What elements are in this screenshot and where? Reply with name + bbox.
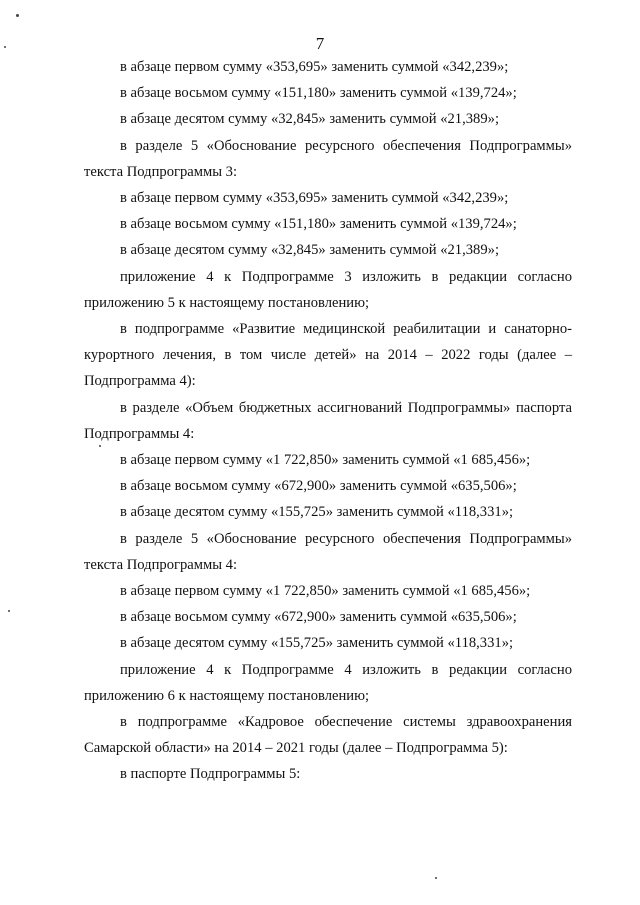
page-number: 7 bbox=[315, 34, 325, 53]
paragraph: в паспорте Подпрограммы 5: bbox=[120, 766, 301, 783]
scan-speck bbox=[435, 877, 437, 879]
paragraph: в абзаце восьмом сумму «151,180» заменить суммой «139,724»; bbox=[120, 85, 517, 102]
paragraph: в подпрограмме «Кадровое обеспечение системы здравоохранения Самарской области» на 2014 – 2021 годы (далее – Подпрограмма 5): bbox=[84, 714, 572, 757]
document-body bbox=[84, 54, 572, 788]
paragraph: в абзаце первом сумму «353,695» заменить суммой «342,239»; bbox=[120, 59, 509, 75]
paragraph: приложение 4 к Подпрограмме 4 изложить в редакции согласно приложению 6 к настоящему постановлению; bbox=[84, 661, 572, 704]
paragraph: в абзаце десятом сумму «155,725» заменить суммой «118,331»; bbox=[120, 635, 514, 652]
scan-speck bbox=[99, 445, 101, 447]
paragraph: в разделе 5 «Обоснование ресурсного обеспечения Подпрограммы» текста Подпрограммы 3: bbox=[84, 137, 572, 180]
paragraph: в абзаце восьмом сумму «672,900» заменить суммой «635,506»; bbox=[120, 609, 517, 626]
paragraph: в разделе 5 «Обоснование ресурсного обеспечения Подпрограммы» текста Подпрограммы 4: bbox=[84, 530, 572, 573]
paragraph: в абзаце десятом сумму «32,845» заменить суммой «21,389»; bbox=[120, 242, 499, 259]
paragraph: в абзаце восьмом сумму «151,180» заменить суммой «139,724»; bbox=[120, 216, 517, 233]
paragraph: в абзаце десятом сумму «155,725» заменить суммой «118,331»; bbox=[120, 504, 514, 521]
paragraph: в абзаце первом сумму «1 722,850» заменить суммой «1 685,456»; bbox=[120, 452, 531, 469]
paragraph: приложение 4 к Подпрограмме 3 изложить в редакции согласно приложению 5 к настоящему постановлению; bbox=[84, 268, 572, 311]
paragraph: в разделе «Объем бюджетных ассигнований Подпрограммы» паспорта Подпрограммы 4: bbox=[84, 399, 572, 442]
paragraph: в подпрограмме «Развитие медицинской реабилитации и санаторно-курортного лечения, в том числе детей» на 2014 – 2022 годы (далее – Подпрограмма 4): bbox=[84, 321, 572, 390]
scan-speck bbox=[8, 610, 10, 612]
paragraph: в абзаце первом сумму «353,695» заменить суммой «342,239»; bbox=[120, 190, 509, 207]
scan-speck bbox=[16, 14, 19, 17]
paragraph: в абзаце первом сумму «1 722,850» заменить суммой «1 685,456»; bbox=[120, 583, 531, 600]
paragraph: в абзаце десятом сумму «32,845» заменить суммой «21,389»; bbox=[120, 111, 499, 128]
scan-speck bbox=[4, 46, 6, 48]
paragraph: в абзаце восьмом сумму «672,900» заменить суммой «635,506»; bbox=[120, 478, 517, 495]
